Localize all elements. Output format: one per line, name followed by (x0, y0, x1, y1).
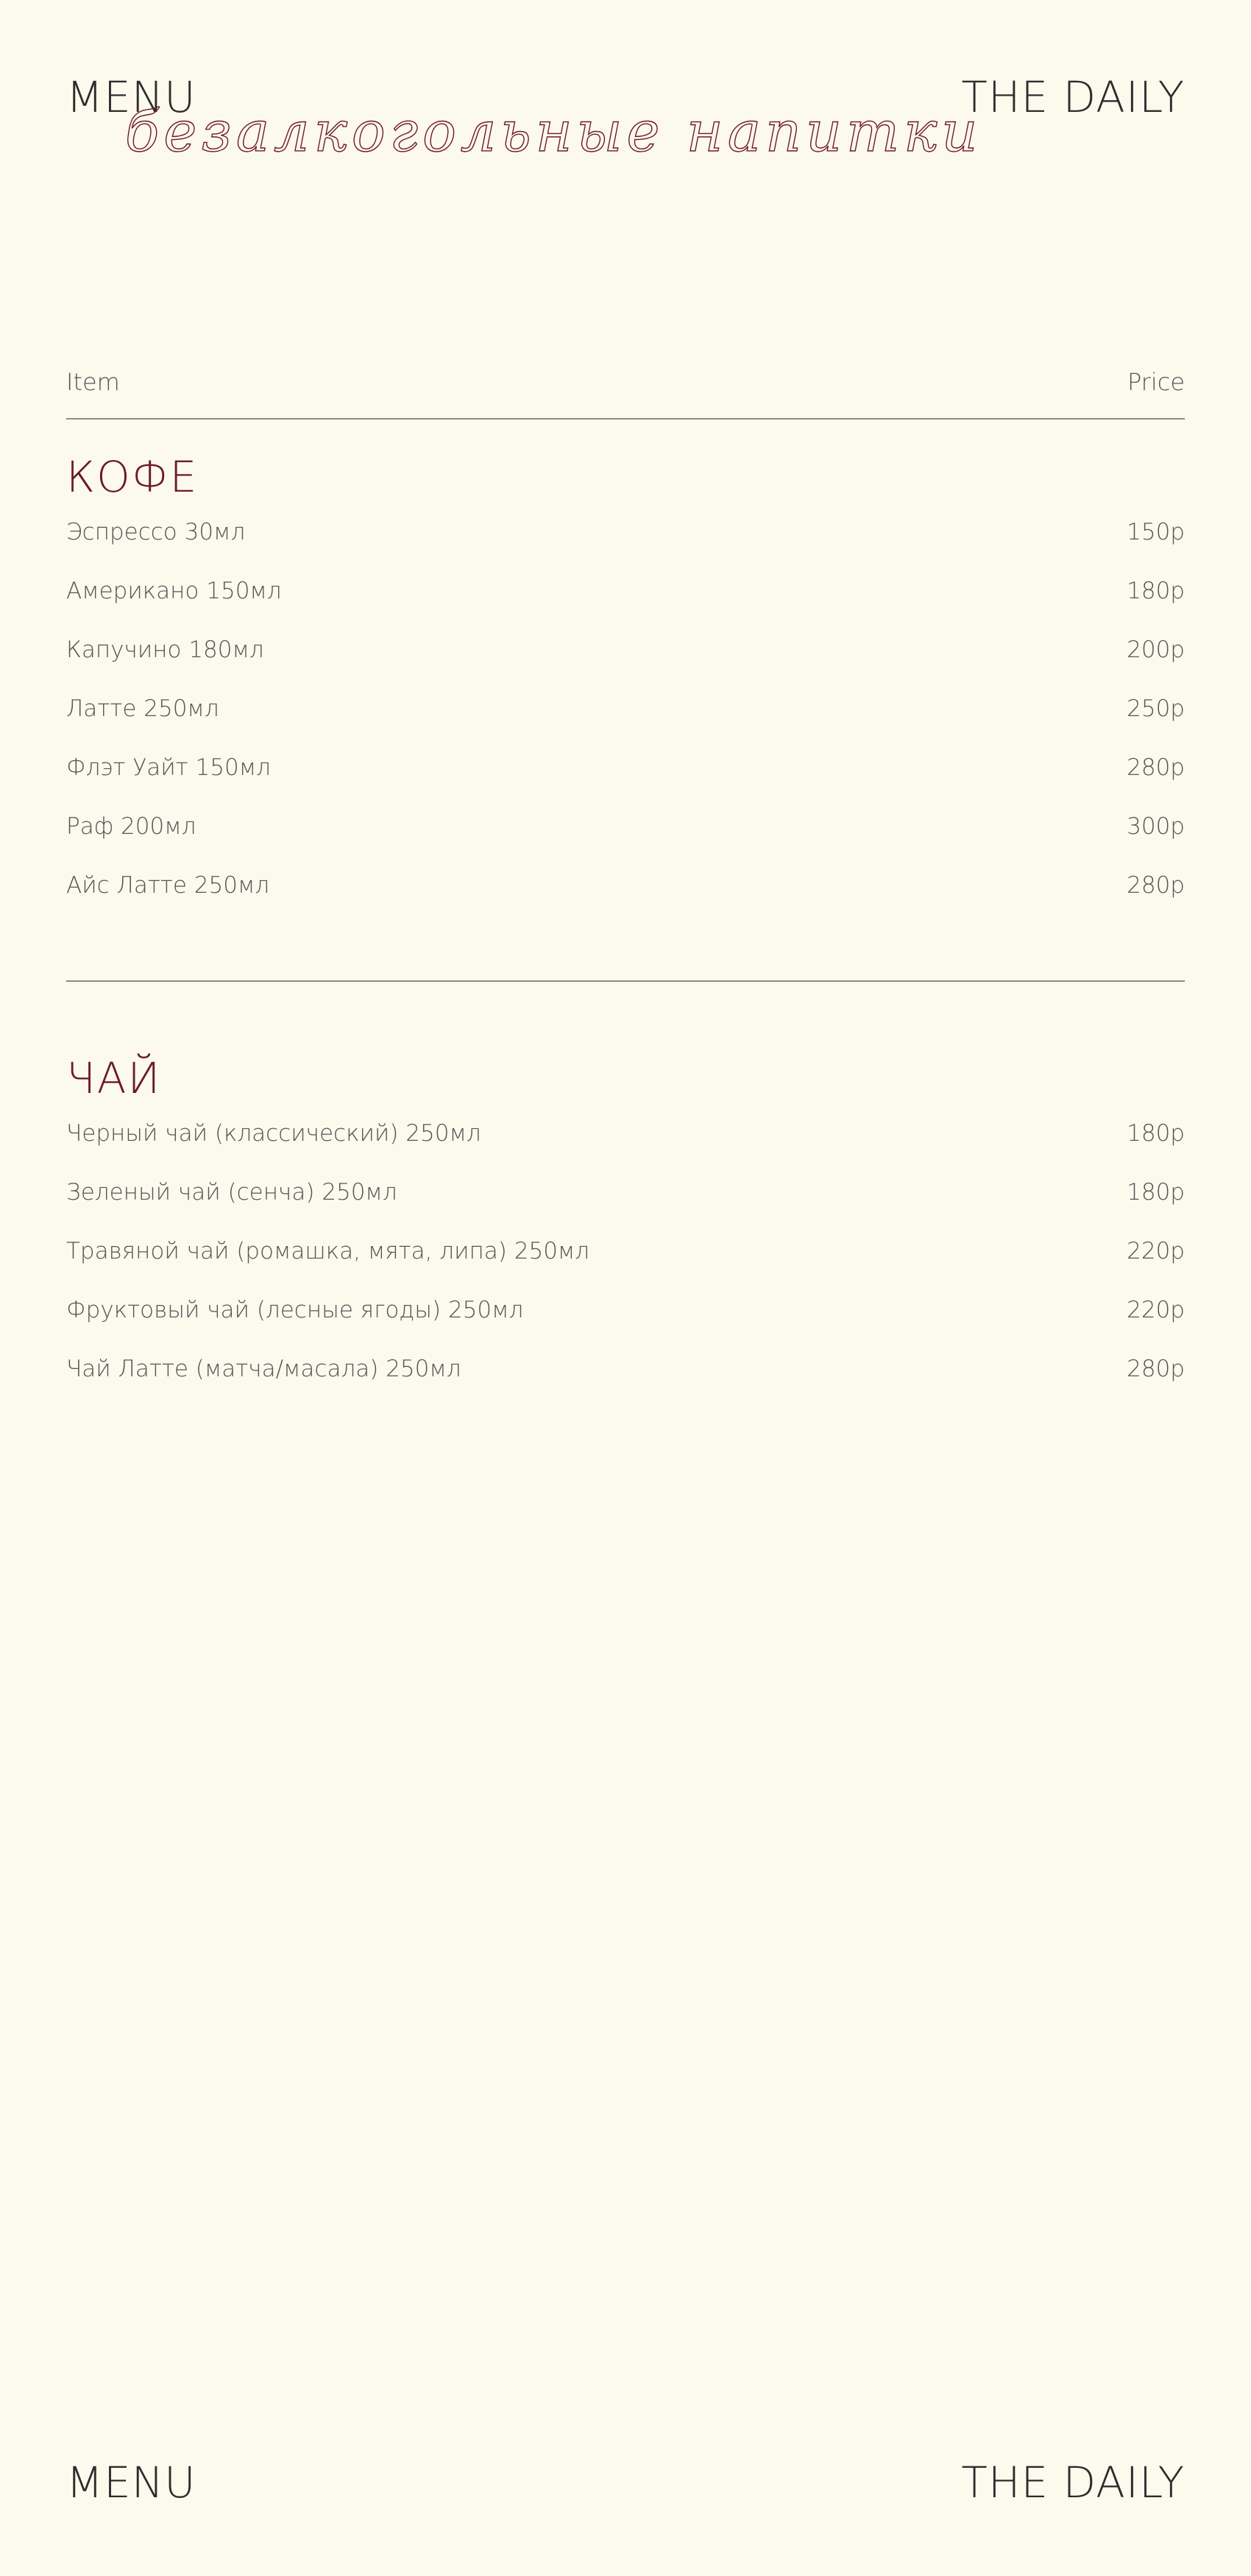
menu-item (66, 1233, 1185, 1292)
coffee-section-title: КОФЕ (66, 452, 199, 502)
menu-item (66, 808, 1185, 867)
item-price: 180р (1127, 1120, 1185, 1147)
menu-item (66, 749, 1185, 808)
tea-section (66, 1049, 1185, 1409)
price-column-header: Price (1127, 368, 1185, 396)
item-name: Черный чай (классический) 250мл (66, 1120, 481, 1147)
menu-title-bottom: MENU (66, 2458, 196, 2508)
item-price: 180р (1127, 578, 1185, 604)
item-name: Флэт Уайт 150мл (66, 754, 271, 781)
brand-name-top: THE DAILY (961, 72, 1185, 122)
item-price: 250р (1127, 696, 1185, 722)
menu-item (66, 690, 1185, 749)
coffee-items-list (66, 514, 1185, 926)
brand-name-bottom: THE DAILY (961, 2458, 1185, 2508)
item-name: Латте 250мл (66, 696, 219, 722)
item-price: 200р (1127, 637, 1185, 663)
menu-item (66, 573, 1185, 631)
script-subtitle (125, 81, 982, 206)
script-subtitle-text: безалкогольные напитки (125, 99, 982, 164)
menu-item (66, 1351, 1185, 1409)
menu-item (66, 631, 1185, 690)
item-name: Американо 150мл (66, 578, 282, 604)
tea-section-title: ЧАЙ (66, 1053, 162, 1103)
item-name: Зеленый чай (сенча) 250мл (66, 1179, 397, 1206)
item-price: 150р (1127, 519, 1185, 545)
item-price: 280р (1127, 754, 1185, 781)
item-name: Травяной чай (ромашка, мята, липа) 250мл (66, 1238, 590, 1264)
item-price: 220р (1127, 1297, 1185, 1323)
item-name: Капучино 180мл (66, 637, 264, 663)
menu-title-top: MENU (66, 72, 196, 122)
item-name: Чай Латте (матча/масала) 250мл (66, 1356, 461, 1382)
coffee-section (66, 447, 1185, 926)
table-header (66, 368, 1185, 420)
menu-item (66, 1292, 1185, 1351)
menu-item (66, 867, 1185, 926)
section-divider (66, 980, 1185, 982)
tea-items-list (66, 1115, 1185, 1409)
item-price: 220р (1127, 1238, 1185, 1264)
item-name: Раф 200мл (66, 813, 196, 840)
item-name: Эспрессо 30мл (66, 519, 246, 545)
item-price: 280р (1127, 1356, 1185, 1382)
menu-item (66, 1115, 1185, 1174)
item-name: Фруктовый чай (лесные ягоды) 250мл (66, 1297, 524, 1323)
item-name: Айс Латте 250мл (66, 872, 270, 899)
item-price: 300р (1127, 813, 1185, 840)
menu-item (66, 1174, 1185, 1233)
item-column-header: Item (66, 368, 120, 396)
menu-item (66, 514, 1185, 573)
item-price: 180р (1127, 1179, 1185, 1206)
item-price: 280р (1127, 872, 1185, 899)
